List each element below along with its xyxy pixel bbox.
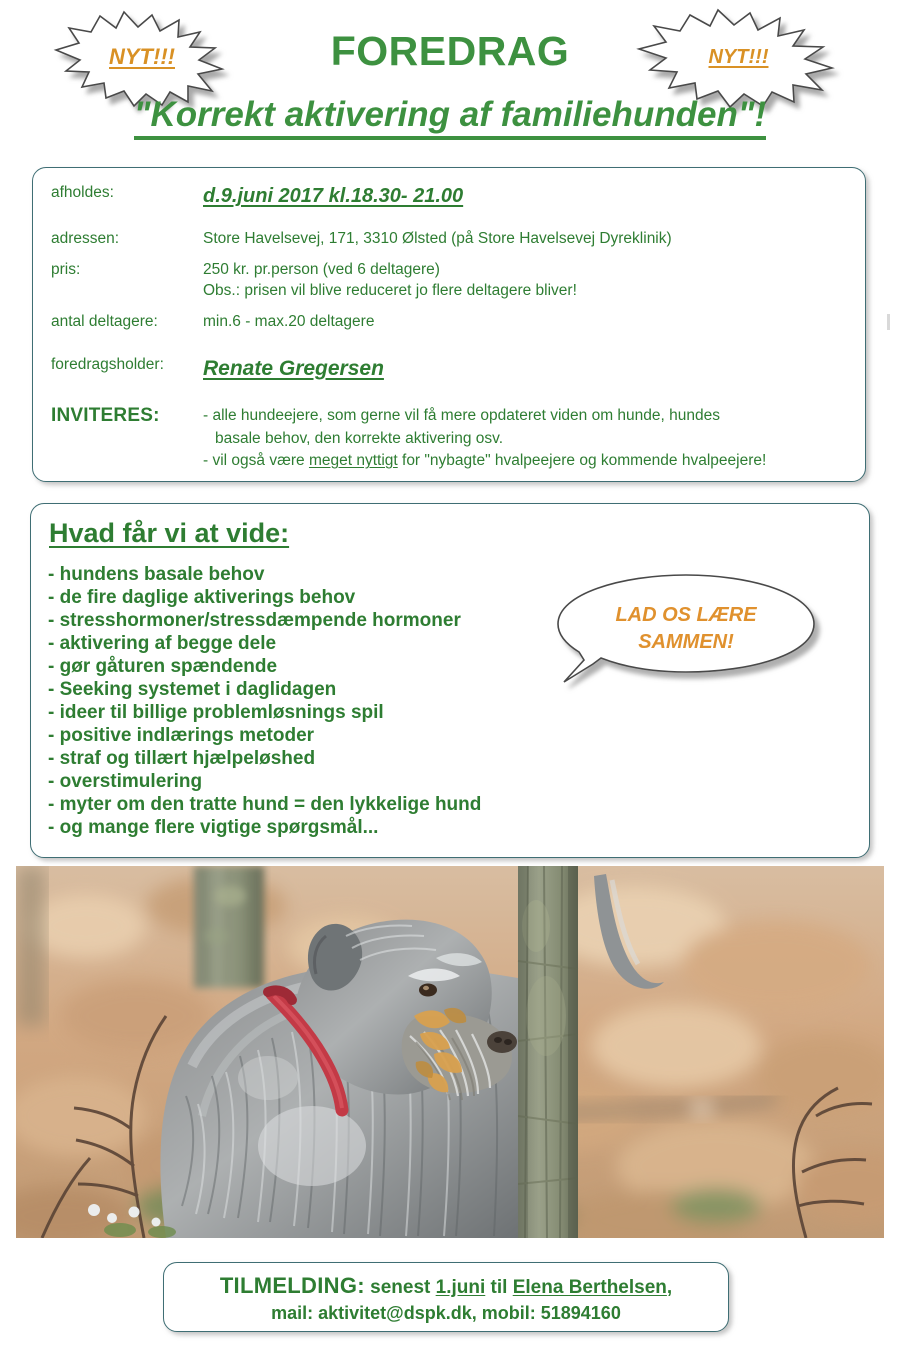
detail-value-price-line1: 250 kr. pr.person (ved 6 deltagere) xyxy=(203,260,440,278)
speech-bubble-text xyxy=(568,602,804,656)
signup-line-1-mid: til xyxy=(485,1277,513,1298)
signup-line-1 xyxy=(164,1273,728,1299)
detail-label-speaker: foredragsholder: xyxy=(51,355,164,373)
signup-lead-label: TILMELDING: xyxy=(219,1273,365,1298)
list-item: - straf og tillært hjælpeløshed xyxy=(48,747,316,769)
list-item: - de fire daglige aktiverings behov xyxy=(48,586,356,608)
detail-value-speaker: Renate Gregersen xyxy=(203,356,384,380)
topics-heading: Hvad får vi at vide: xyxy=(49,518,290,548)
detail-label-date: afholdes: xyxy=(51,184,114,201)
event-details-list xyxy=(51,183,855,472)
detail-value-price xyxy=(203,260,577,302)
speech-bubble-line-2: SAMMEN! xyxy=(638,631,734,653)
spacer xyxy=(51,250,855,260)
invitees-line-2 xyxy=(203,450,766,472)
signup-line-2: mail: aktivitet@dspk.dk, mobil: 51894160 xyxy=(271,1303,621,1323)
poster-header xyxy=(0,0,900,160)
detail-row-speaker xyxy=(51,355,855,383)
signup-box xyxy=(163,1262,729,1332)
list-item: - ideer til billige problemløsnings spil xyxy=(48,701,384,723)
invitees-line-2-pre: - vil også være xyxy=(203,451,309,469)
spacer xyxy=(51,210,855,229)
detail-label-participants: antal deltagere: xyxy=(51,312,158,330)
detail-row-address xyxy=(51,229,855,250)
signup-line-1-post: , xyxy=(666,1277,673,1298)
new-badge-right-label: NYT!!! xyxy=(708,46,769,68)
list-item: - gør gåturen spændende xyxy=(48,655,278,677)
list-item: - aktivering af begge dele xyxy=(48,632,277,654)
poster-subtitle-text: "Korrekt aktivering af familiehunden"! xyxy=(134,95,766,140)
detail-row-date xyxy=(51,183,855,210)
speech-bubble-line-1: LAD OS LÆRE xyxy=(615,604,757,626)
invitees-line-2-emphasis: meget nyttigt xyxy=(308,451,398,469)
detail-label-address: adressen: xyxy=(51,230,120,247)
dog-photo xyxy=(16,866,884,1238)
detail-value-address: Store Havelsevej, 171, 3310 Ølsted (på Store Havelsevej Dyreklinik) xyxy=(203,230,672,247)
event-details-box xyxy=(32,167,866,482)
signup-contact-name: Elena Berthelsen xyxy=(512,1277,667,1298)
signup-line-1-pre: senest xyxy=(364,1277,436,1298)
invitees-label: INVITERES: xyxy=(51,405,160,427)
list-item: - positive indlærings metoder xyxy=(48,724,315,746)
invitees-line-2-post: for "nybagte" hvalpeejere og kommende hvalpeejere! xyxy=(397,451,767,469)
detail-value-participants: min.6 - max.20 deltagere xyxy=(203,312,375,330)
detail-row-participants xyxy=(51,312,855,333)
speech-bubble xyxy=(546,572,836,697)
list-item: - overstimulering xyxy=(48,770,203,792)
invitees-list xyxy=(203,405,766,472)
poster-subtitle xyxy=(0,95,900,135)
spacer xyxy=(51,383,855,405)
topics-list xyxy=(48,564,481,840)
list-item: - stresshormoner/stressdæmpende hormoner xyxy=(48,609,461,631)
invitees-line-1a: - alle hundeejere, som gerne vil få mere opdateret viden om hunde, hundes xyxy=(203,407,720,425)
new-badge-left-label: NYT!!! xyxy=(109,44,175,69)
list-item: - hundens basale behov xyxy=(48,564,265,585)
list-item: - Seeking systemet i daglidagen xyxy=(48,678,337,700)
scan-artifact xyxy=(887,314,890,330)
signup-deadline: 1.juni xyxy=(435,1277,486,1298)
detail-value-price-line2: Obs.: prisen vil blive reduceret jo flere deltagere bliver! xyxy=(203,281,577,299)
spacer xyxy=(51,333,855,355)
list-item: - myter om den tratte hund = den lykkelige hund xyxy=(48,793,482,815)
list-item: - og mange flere vigtige spørgsmål... xyxy=(48,816,379,838)
invitees-row xyxy=(51,405,855,472)
invitees-line-1b: basale behov, den korrekte aktivering osv. xyxy=(215,429,504,447)
page-title: FOREDRAG xyxy=(330,28,570,74)
spacer xyxy=(51,302,855,312)
detail-value-date: d.9.juni 2017 kl.18.30- 21.00 xyxy=(203,185,464,207)
detail-label-price: pris: xyxy=(51,260,81,278)
detail-row-price xyxy=(51,260,855,302)
dog-photo-illustration xyxy=(16,866,884,1238)
